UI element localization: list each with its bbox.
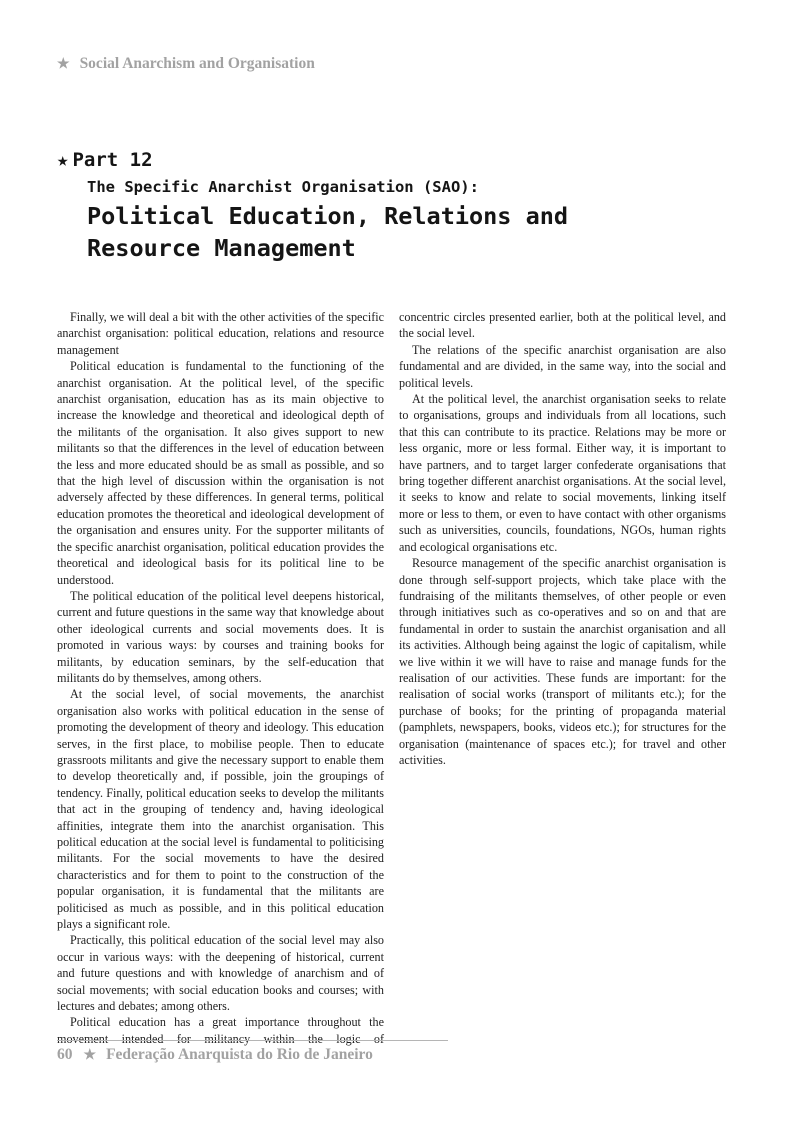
chapter-title: Political Education, Relations and Resource Management — [87, 202, 569, 262]
part-label — [57, 148, 647, 173]
paragraph: concentric circles presented earlier, both at the political level, and the social level. — [399, 310, 726, 341]
paragraph: Practically, this political education of the social level may also occur in various ways: with the deepening of historical, current and future questions and with knowledge of anarchism and of social movements; with social education books and courses; with lectures and debates; among others. — [57, 933, 384, 1014]
part-number: Part 12 — [72, 149, 153, 171]
chapter-subtitle: The Specific Anarchist Organisation (SAO): — [87, 178, 479, 196]
page-number: 60 — [57, 1046, 73, 1063]
paragraph: Finally, we will deal a bit with the other activities of the specific anarchist organisation: political education, relations and resource management — [57, 310, 384, 357]
page-footer — [57, 1046, 373, 1064]
running-head-title: Social Anarchism and Organisation — [79, 55, 315, 72]
paragraph: The relations of the specific anarchist organisation are also fundamental and are divided, in the same way, into the social and political levels. — [399, 342, 726, 390]
paragraph: At the social level, of social movements, the anarchist organisation also works with political education in the sense of promoting the development of theory and ideology. This education serves, in the first place, to mobilise people. Then to educate grassroots militants and give the necessary support to enable them to develop theoretically and, if possible, join the groupings of tendency. Finally, political education seeks to develop the militants that act in the grouping of tendency and, having ideological affinities, integrate them into the anarchist organisation. This political education at the social level is fundamental to politicising militants. For the social movements to have the desired characteristics and for them to point to the construction of the popular organisation, it is fundamental that the militants are politicised as much as possible, and in this political education plays a significant role. — [57, 687, 384, 932]
chapter-heading — [57, 148, 647, 264]
paragraph: At the political level, the anarchist organisation seeks to relate to organisations, groups and individuals from all locations, such that this can contribute to its practice. Relations may be more or less organic, more or less formal. Either way, it is important to have partners, and to target larger confederate organisations that bring together different anarchist organisations. At the social level, it seeks to know and relate to social movements, linking itself more or less to them, or even to have contact with other organisms such as universities, councils, foundations, NGOs, human rights and ecological organisations etc. — [399, 392, 726, 554]
star-icon: ★ — [57, 57, 70, 72]
star-icon: ★ — [83, 1048, 97, 1063]
text-column-right — [399, 309, 726, 768]
publisher-name: Federação Anarquista do Rio de Janeiro — [106, 1046, 373, 1063]
text-column-left — [57, 309, 384, 1047]
paragraph: Political education is fundamental to the functioning of the anarchist organisation. At the political level, of the specific anarchist organisation, education has as its main objective to increase the knowledge and theoretical and ideological depth of the militants of the organisation. It also gives support to new militants so that the differences in the level of education between the less and more educated should be as small as possible, and so that the high level of discussion within the organisation is not adversely affected by these differences. In general terms, political education promotes the theoretical and ideological development of the organisation and ensures unity. For the supporter militants of the specific anarchist organisation, political education provides the theoretical and ideological basis for its political line to be understood. — [57, 359, 384, 587]
running-head — [57, 55, 315, 73]
star-icon: ★ — [57, 149, 69, 171]
paragraph: The political education of the political level deepens historical, current and future questions in the same way that knowledge about other ideological currents and social movements does. It is promoted in various ways: by courses and training books for militants, by education seminars, by the self-education that militants do by themselves, among others. — [57, 588, 384, 685]
paragraph: Political education has a great importance throughout the movement intended for militancy within the logic of — [57, 1015, 384, 1046]
footer-divider — [57, 1040, 448, 1041]
paragraph: Resource management of the specific anarchist organisation is done through self-support projects, which take place with the fundraising of the militants themselves, of other people or even through initiatives such as co-operatives and so on and that are fundamental in order to sustain the anarchist organisation and all its activities. Although being against the logic of capitalism, while we live within it we will have to raise and manage funds for the realisation of our activities. These funds are important: for the realisation of social works (transport of militants etc.); for the purchase of books; for the printing of propaganda material (pamphlets, newspapers, books, videos etc.); for structures for the organisation (maintenance of spaces etc.); for travel and other activities. — [399, 556, 726, 767]
